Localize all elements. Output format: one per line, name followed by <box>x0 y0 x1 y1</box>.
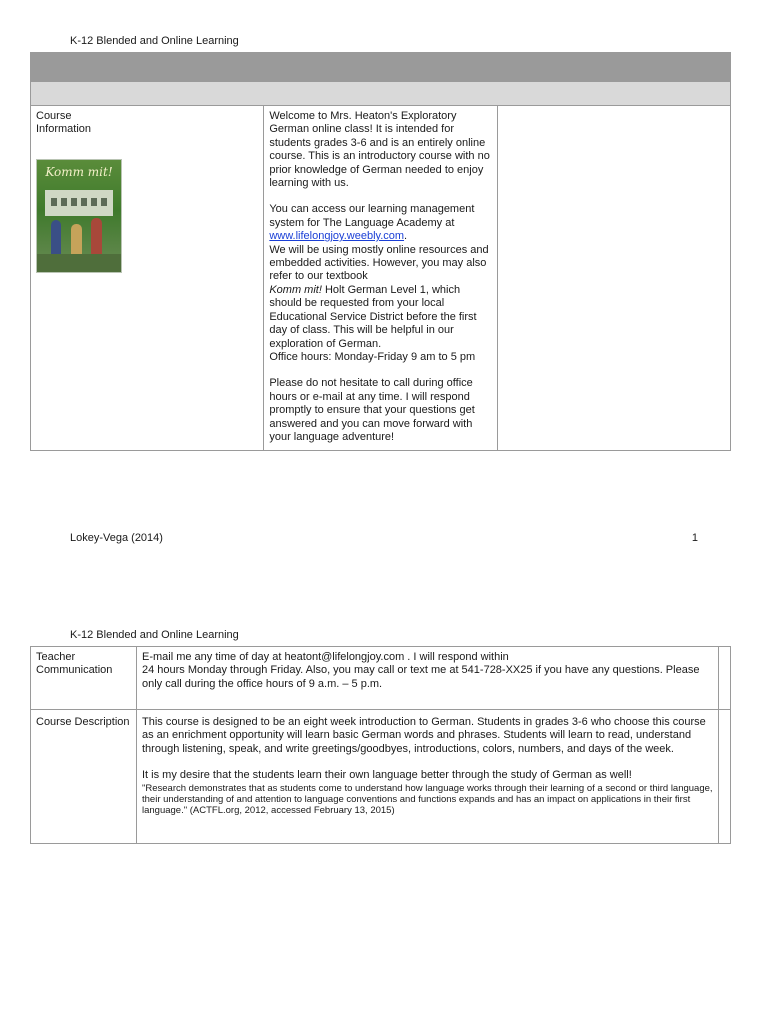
course-information-content <box>264 106 497 451</box>
desire-paragraph: It is my desire that the students learn their own language better through the study of German as well! <box>142 769 632 782</box>
office-hours: Office hours: Monday-Friday 9 am to 5 pm <box>269 350 476 363</box>
quote-line-1: "Research demonstrates that as students come to understand how language works through their learning of a second or third language, <box>142 782 713 794</box>
empty-cell <box>719 647 731 710</box>
empty-cell <box>719 710 731 844</box>
teacher-communication-label: Teacher Communication <box>31 647 137 710</box>
page-number: 1 <box>691 532 698 544</box>
textbook-title: Komm mit! <box>269 283 322 296</box>
phone-line: 24 hours Monday through Friday. Also, you may call or text me at 541-728-XX25 if you have any questions. Please only call during the office hours of 9 a.m. – 5 p.m. <box>142 664 700 690</box>
page-header: K-12 Blended and Online Learning <box>70 35 239 47</box>
lms-period: . <box>404 230 408 243</box>
textbook-cover-title: Komm mit! <box>45 164 113 179</box>
table-header-band <box>31 53 731 82</box>
welcome-paragraph: Welcome to Mrs. Heaton's Exploratory German online class! It is intended for students grades 3-6 and is an entirely online course. This is an introductory course with no prior knowledge of German needed to enjoy learning with us. <box>269 110 490 190</box>
page-header-2: K-12 Blended and Online Learning <box>70 629 239 641</box>
lms-paragraph <box>269 203 491 364</box>
quote-line-2: their understanding of and attention to language conventions and functions expands and has an impact on applications in their first language." (ACTFL.org, 2012, accessed February 13, 2015) <box>142 793 691 816</box>
textbook-cover-image <box>36 159 122 273</box>
email-line: E-mail me any time of day at heatont@lifelongjoy.com . I will respond within <box>142 651 509 663</box>
page-footer <box>70 532 698 545</box>
table-subheader-band <box>31 82 731 106</box>
description-paragraph: This course is designed to be an eight week introduction to German. Students in grades 3-6 who choose this course as an enrichment opportunity will learn basic German words and phrases. Students will learn to read, understand through listening, speak, and write greetings/goodbyes, introductions, colors, numbers, and days of the week. <box>142 716 706 755</box>
course-description-label: Course Description <box>31 710 137 844</box>
communication-table <box>30 646 731 844</box>
textbook-text: Holt German Level 1, which should be requested from your local Educational Service District before the first day of class. This will be helpful in our exploration of German. <box>269 283 477 350</box>
course-description-content <box>137 710 719 844</box>
contact-paragraph: Please do not hesitate to call during office hours or e-mail at any time. I will respond promptly to ensure that your questions get answered and you can move forward with your language adventure! <box>269 377 475 443</box>
resources-text: We will be using mostly online resources and embedded activities. However, you may also refer to our textbook <box>269 243 489 283</box>
course-information-label-cell <box>31 106 264 451</box>
lms-link[interactable]: www.lifelongjoy.weebly.com <box>269 230 405 243</box>
footer-citation: Lokey-Vega (2014) <box>70 532 163 544</box>
course-information-label: Course Information <box>36 110 92 136</box>
teacher-communication-content <box>137 647 719 710</box>
lms-text: You can access our learning management system for The Language Academy at <box>269 203 475 229</box>
course-info-table <box>30 52 731 451</box>
empty-cell <box>497 106 730 451</box>
